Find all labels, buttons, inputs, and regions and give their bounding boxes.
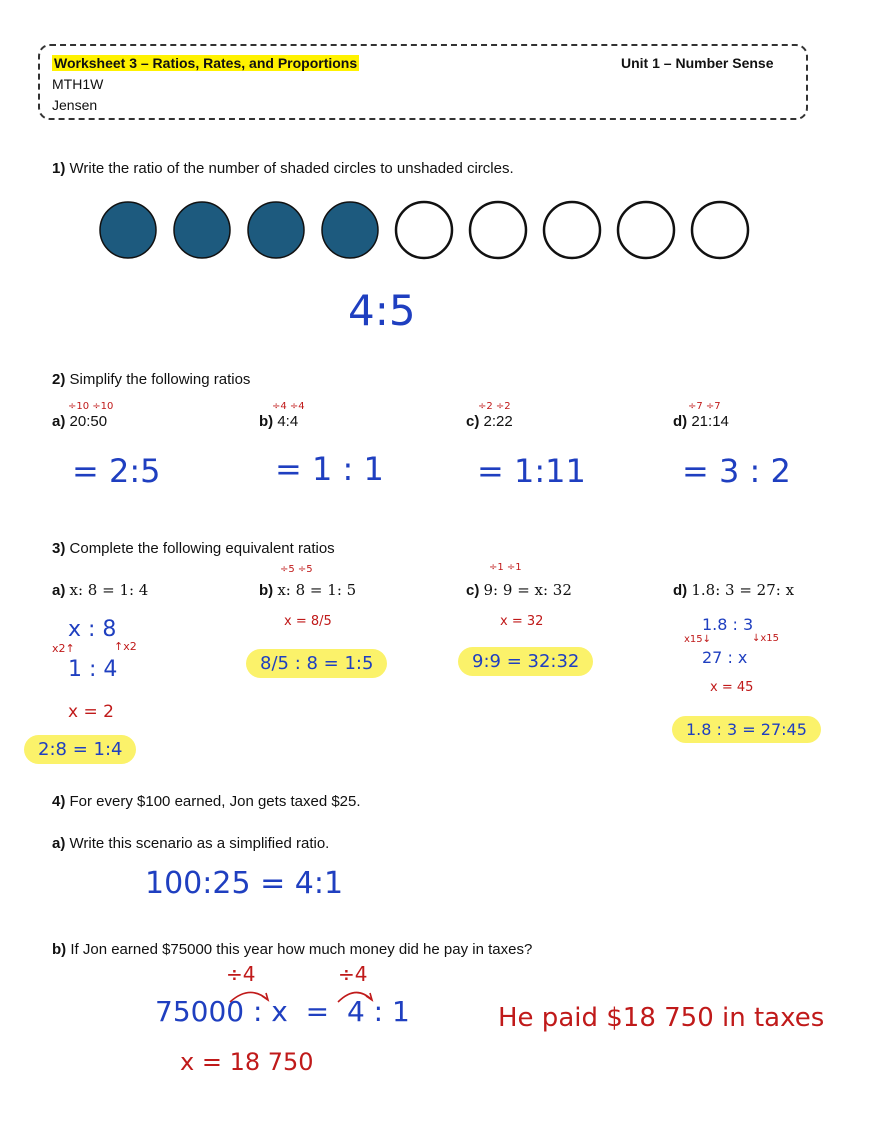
q2a-answer: = 2:5 (72, 452, 161, 490)
course-code: MTH1W (52, 76, 104, 92)
question-4a: a) Write this scenario as a simplified ratio. (52, 835, 330, 852)
question-number: 4) (52, 793, 66, 810)
question-number: 1) (52, 160, 66, 177)
q2a: a) 20:50 (52, 413, 108, 430)
q3b-solve: x = 8/5 (284, 614, 332, 629)
question-4b: b) If Jon earned $75000 this year how much money did he pay in taxes? (52, 941, 533, 958)
q4b-sentence: He paid $18 750 in taxes (498, 1003, 825, 1033)
q3a-solve: x = 2 (68, 702, 114, 722)
question-text: For every $100 earned, Jon gets taxed $25. (69, 793, 361, 810)
q2d-answer: = 3 : 2 (682, 452, 791, 490)
q3a: a) x: 8 = 1: 4 (52, 581, 149, 599)
q2d: d) 21:14 (673, 413, 729, 430)
q3a-final: 2:8 = 1:4 (24, 735, 136, 764)
question-number: 2) (52, 371, 66, 388)
q3c-final: 9:9 = 32:32 (458, 647, 593, 676)
q4a-answer: 100:25 = 4:1 (145, 866, 344, 901)
q3c-ops: ÷1 ÷1 (489, 562, 522, 573)
q3a-mult-right: ↑x2 (114, 640, 137, 653)
q3d-solve: x = 45 (710, 680, 754, 695)
question-text: Simplify the following ratios (69, 371, 251, 388)
q1-answer: 4:5 (348, 286, 416, 335)
q2a-ops: ÷10 ÷10 (68, 401, 114, 412)
q4b-op-left: ÷4 (226, 962, 256, 986)
q3d-mult-right: ↓x15 (752, 633, 780, 644)
q2c-answer: = 1:11 (477, 452, 586, 490)
worksheet-title: Worksheet 3 – Ratios, Rates, and Proportions (54, 55, 358, 71)
q3b-ops: ÷5 ÷5 (280, 564, 313, 575)
q4b-work: 75000 : x = 4 : 1 (155, 995, 410, 1028)
q3a-work-bottom: 1 : 4 (68, 657, 118, 682)
q2b: b) 4:4 (259, 413, 299, 430)
question-text: Complete the following equivalent ratios (69, 540, 335, 557)
q3a-work-top: x : 8 (68, 617, 117, 642)
q2b-answer: = 1 : 1 (275, 450, 384, 488)
q3d-work-bottom: 27 : x (702, 648, 748, 667)
unit-title: Unit 1 – Number Sense (621, 55, 774, 71)
q3b-final: 8/5 : 8 = 1:5 (246, 649, 387, 678)
q3d-mult-left: x15↓ (684, 634, 712, 645)
question-number: 3) (52, 540, 66, 557)
q3d: d) 1.8: 3 = 27: x (673, 581, 795, 599)
q2d-ops: ÷7 ÷7 (688, 401, 721, 412)
q3a-mult-left: x2↑ (52, 642, 75, 655)
q3c-solve: x = 32 (500, 614, 544, 629)
q2c: c) 2:22 (466, 413, 513, 430)
q2c-ops: ÷2 ÷2 (478, 401, 511, 412)
q3d-work-top: 1.8 : 3 (702, 615, 754, 634)
question-text: Write the ratio of the number of shaded circles to unshaded circles. (69, 160, 514, 177)
q3c: c) 9: 9 = x: 32 (466, 581, 572, 599)
q4b-solve: x = 18 750 (180, 1048, 314, 1076)
teacher-name: Jensen (52, 97, 98, 113)
q2b-ops: ÷4 ÷4 (272, 401, 305, 412)
q3b: b) x: 8 = 1: 5 (259, 581, 357, 599)
q4b-op-right: ÷4 (338, 962, 368, 986)
q3d-final: 1.8 : 3 = 27:45 (672, 716, 821, 743)
